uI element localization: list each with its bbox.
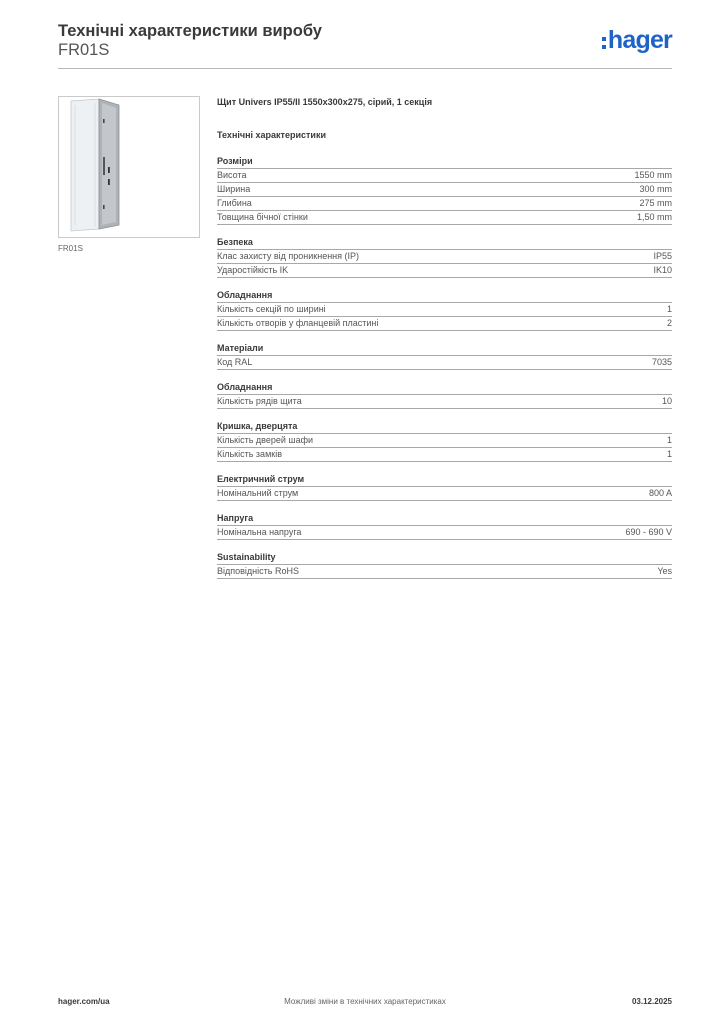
spec-row [217,565,672,579]
spec-label: Відповідність RoHS [217,566,299,576]
spec-row [217,264,672,278]
spec-label: Кількість секцій по ширині [217,304,326,314]
spec-row [217,395,672,409]
spec-value: 800 A [648,488,672,498]
section-title: Обладнання [217,381,672,395]
spec-section [217,473,672,501]
spec-row [217,211,672,225]
spec-sections [217,155,672,579]
spec-section [217,236,672,278]
spec-value: 300 mm [639,184,672,194]
spec-section [217,551,672,579]
section-title: Розміри [217,155,672,169]
spec-label: Товщина бічної стінки [217,212,308,222]
section-title: Напруга [217,512,672,526]
section-title: Електричний струм [217,473,672,487]
logo-mark-icon [602,37,606,49]
spec-value: 690 - 690 V [625,527,672,537]
spec-label: Висота [217,170,247,180]
footer-date: 03.12.2025 [631,997,672,1006]
spec-row [217,356,672,370]
spec-row [217,183,672,197]
spec-content [217,96,672,579]
spec-section [217,381,672,409]
spec-row [217,169,672,183]
spec-row [217,303,672,317]
document-title: Технічні характеристики виробу [58,22,322,40]
spec-label: Кількість замків [217,449,282,459]
spec-row [217,448,672,462]
spec-section [217,342,672,370]
image-caption: FR01S [58,244,83,253]
page-header [58,20,672,69]
spec-row [217,526,672,540]
spec-section [217,512,672,540]
section-title: Обладнання [217,289,672,303]
spec-value: 1 [666,449,672,459]
section-title: Матеріали [217,342,672,356]
section-title: Безпека [217,236,672,250]
spec-value: 1 [666,304,672,314]
spec-row [217,487,672,501]
spec-value: 1,50 mm [636,212,672,222]
spec-label: Глибина [217,198,252,208]
section-title: Кришка, дверцята [217,420,672,434]
spec-label: Ширина [217,184,251,194]
logo-text: hager [607,26,672,54]
hager-logo [602,28,672,53]
spec-value: IP55 [653,251,672,261]
spec-row [217,250,672,264]
spec-label: Код RAL [217,357,253,367]
spec-section [217,420,672,462]
spec-label: Кількість отворів у фланцевій пластині [217,318,379,328]
spec-value: Yes [657,566,672,576]
enclosure-cabinet-icon [59,97,199,237]
spec-label: Номінальна напруга [217,527,302,537]
spec-row [217,197,672,211]
spec-value: 7035 [651,357,672,367]
product-name: Щит Univers IP55/II 1550x300x275, сірий, 1 секція [217,97,433,107]
spec-row [217,434,672,448]
spec-value: 1550 mm [634,170,672,180]
spec-section [217,289,672,331]
spec-label: Клас захисту від проникнення (IP) [217,251,360,261]
spec-value: 2 [666,318,672,328]
spec-label: Ударостійкість IK [217,265,289,275]
specs-heading: Технічні характеристики [217,130,326,140]
spec-label: Кількість рядів щита [217,396,302,406]
spec-value: IK10 [653,265,672,275]
spec-row [217,317,672,331]
spec-label: Кількість дверей шафи [217,435,314,445]
spec-section [217,155,672,225]
spec-label: Номінальний струм [217,488,299,498]
spec-value: 275 mm [639,198,672,208]
section-title: Sustainability [217,551,672,565]
footer-website: hager.com/ua [58,997,110,1006]
footer-disclaimer: Можливі зміни в технічних характеристиках [284,997,446,1006]
product-code: FR01S [58,41,110,59]
product-image [58,96,200,238]
spec-value: 1 [666,435,672,445]
spec-value: 10 [661,396,672,406]
